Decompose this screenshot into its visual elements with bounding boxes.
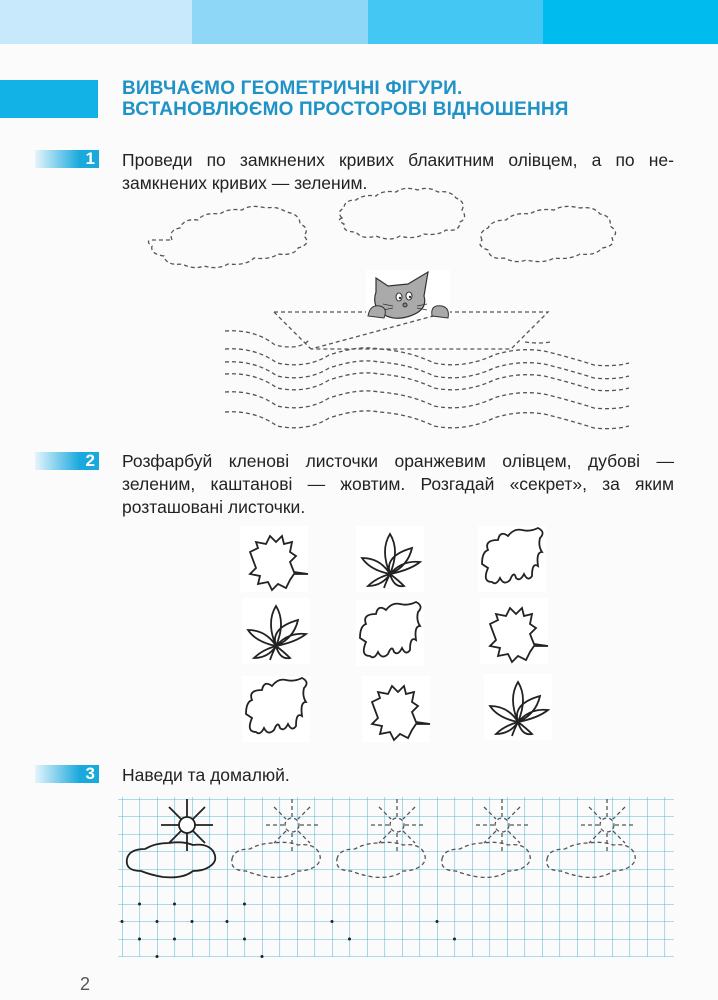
- title-line-1: ВИВЧАЄМО ГЕОМЕТРИЧНІ ФІГУРИ.: [122, 78, 463, 99]
- task-1-text: Проведи по замкнених кривих блакитним олівцем, а по не-замкнених кривих — зеленим.: [122, 150, 674, 193]
- chestnut-leaf-icon: [484, 674, 552, 740]
- dashed-boat: [274, 312, 548, 349]
- maple-leaf-icon: [480, 598, 548, 664]
- cat-icon: [366, 270, 450, 318]
- maple-leaf-icon: [240, 526, 308, 592]
- task-1-number: 1: [85, 149, 95, 168]
- chestnut-leaf-icon: [356, 526, 424, 592]
- chestnut-leaf-icon: [242, 598, 310, 664]
- dashed-cloud-2: [339, 188, 464, 239]
- task-2-text: Розфарбуй кленові листочки оранжевим олівцем, дубові — зеленим, каштанові — жовтим. Розгадай «секрет», за яким розташовані листочки.: [122, 451, 674, 517]
- task-3-number: 3: [85, 764, 95, 783]
- task-2-number: 2: [85, 451, 95, 470]
- oak-leaf-icon: [478, 526, 546, 592]
- dashed-cloud-3: [480, 206, 616, 261]
- dashed-cloud-1: [148, 206, 307, 267]
- task-2-number-badge: [35, 452, 99, 470]
- task-3-text: Наведи та домалюй.: [122, 765, 290, 785]
- oak-leaf-icon: [356, 600, 424, 666]
- dashed-waves: [225, 331, 629, 429]
- page-number: 2: [80, 974, 91, 994]
- oak-leaf-icon: [242, 676, 310, 742]
- task-1-figure: [0, 0, 718, 440]
- maple-leaf-icon: [362, 676, 430, 742]
- task-3-number-badge: [35, 765, 99, 783]
- squared-grid[interactable]: [118, 794, 678, 964]
- title-line-2: ВСТАНОВЛЮЄМО ПРОСТОРОВІ ВІДНОШЕННЯ: [122, 99, 569, 120]
